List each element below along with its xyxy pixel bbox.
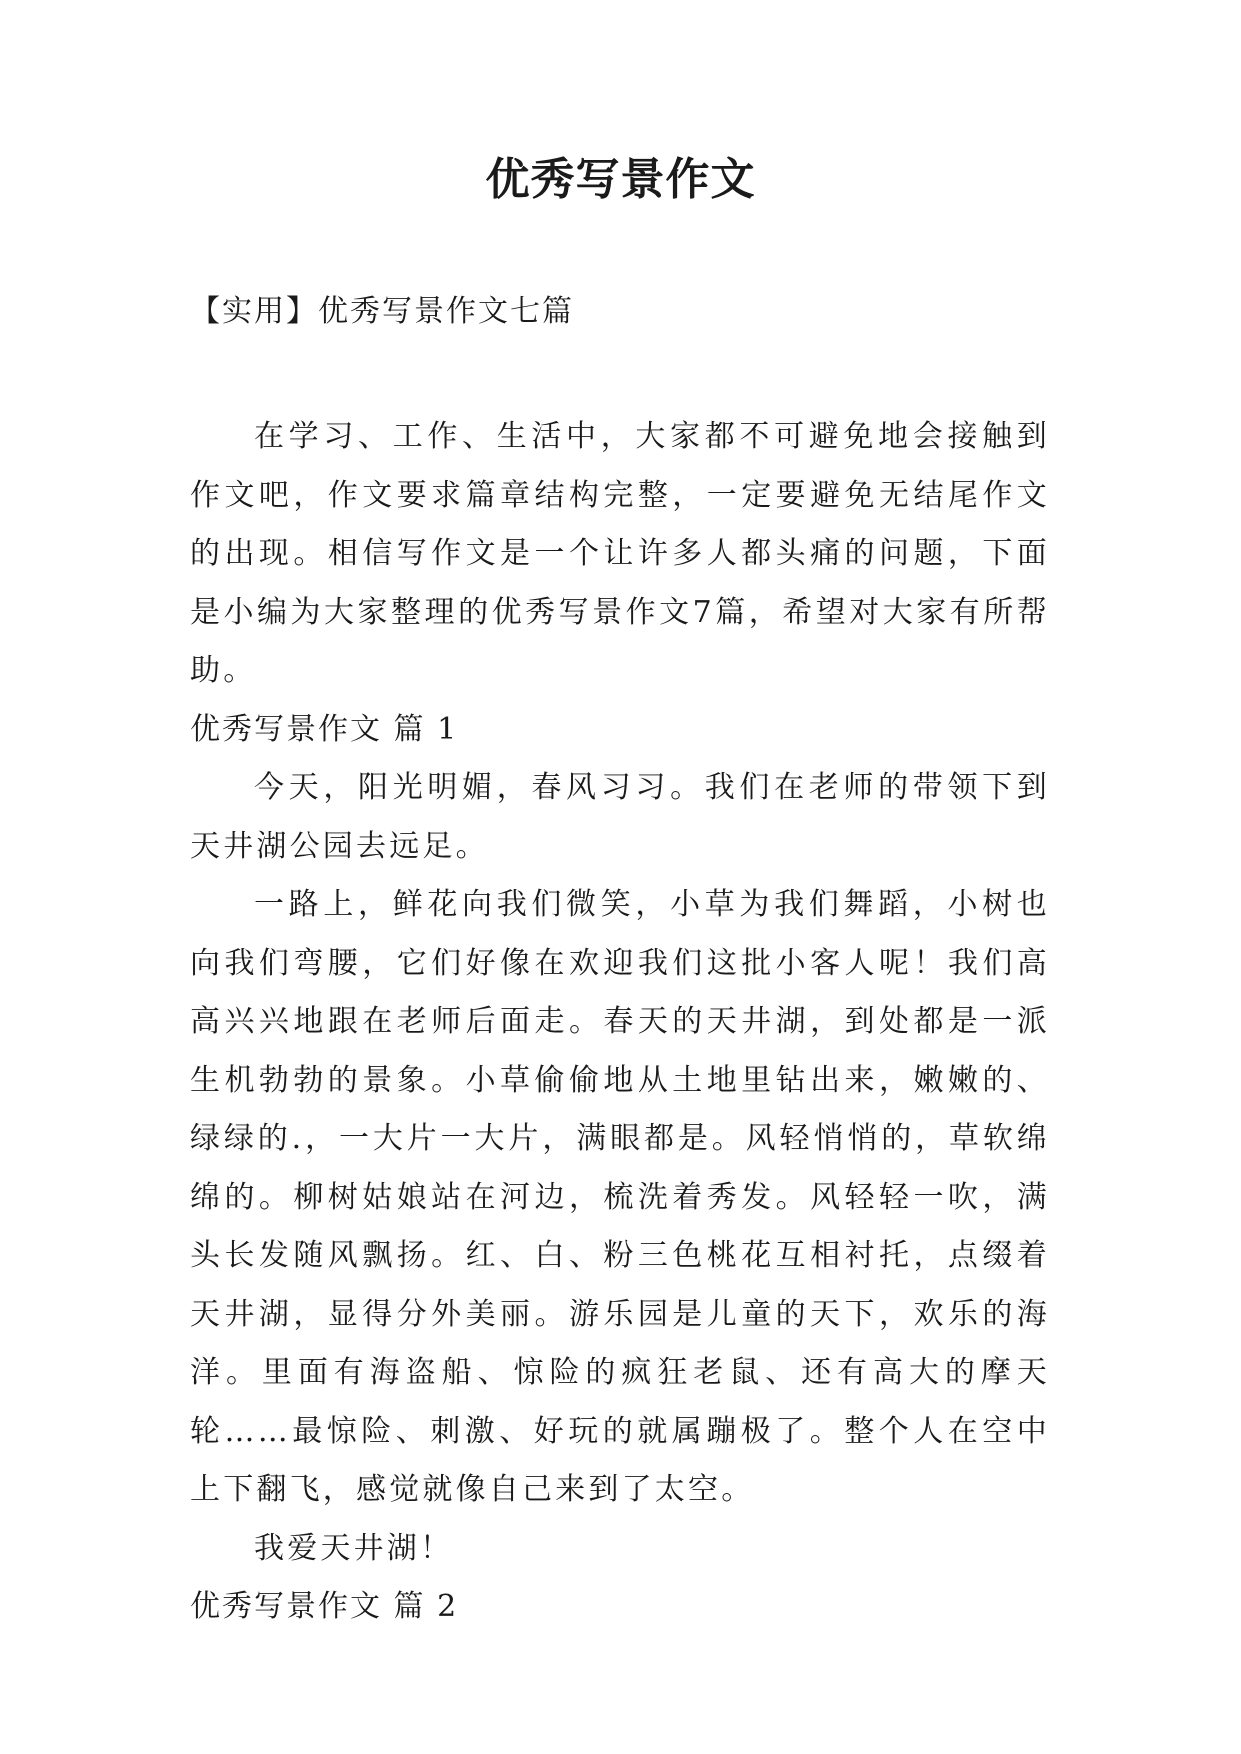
- intro-paragraph: 在学习、工作、生活中，大家都不可避免地会接触到作文吧，作文要求篇章结构完整，一定要避免无结尾作文的出现。相信写作文是一个让许多人都头痛的问题，下面是小编为大家整理的优秀写景作文7篇，希望对大家有所帮助。: [190, 419, 1050, 688]
- section1-paragraph-1: 今天，阳光明媚，春风习习。我们在老师的带领下到天井湖公园去远足。: [190, 770, 1050, 864]
- section-heading-1: 优秀写景作文 篇 1: [190, 711, 459, 747]
- document-title: 优秀写景作文: [485, 154, 756, 205]
- section1-paragraph-3: 我爱天井湖！: [254, 1530, 454, 1566]
- section1-paragraph-2: 一路上，鲜花向我们微笑，小草为我们舞蹈，小树也向我们弯腰，它们好像在欢迎我们这批小客人呢！我们高高兴兴地跟在老师后面走。春天的天井湖，到处都是一派生机勃勃的景象。小草偷偷地从土地里钻出来，嫩嫩的、绿绿的.，一大片一大片，满眼都是。风轻悄悄的，草软绵绵的。柳树姑娘站在河边，梳洗着秀发。风轻轻一吹，满头长发随风飘扬。红、白、粉三色桃花互相衬托，点缀着天井湖，显得分外美丽。游乐园是儿童的天下，欢乐的海洋。里面有海盗船、惊险的疯狂老鼠、还有高大的摩天轮……最惊险、刺激、好玩的就属蹦极了。整个人在空中上下翻飞，感觉就像自己来到了太空。: [190, 887, 1050, 1507]
- document-body: [190, 408, 1050, 1637]
- document-subtitle: 【实用】优秀写景作文七篇: [190, 294, 574, 329]
- section-heading-2: 优秀写景作文 篇 2: [190, 1589, 459, 1624]
